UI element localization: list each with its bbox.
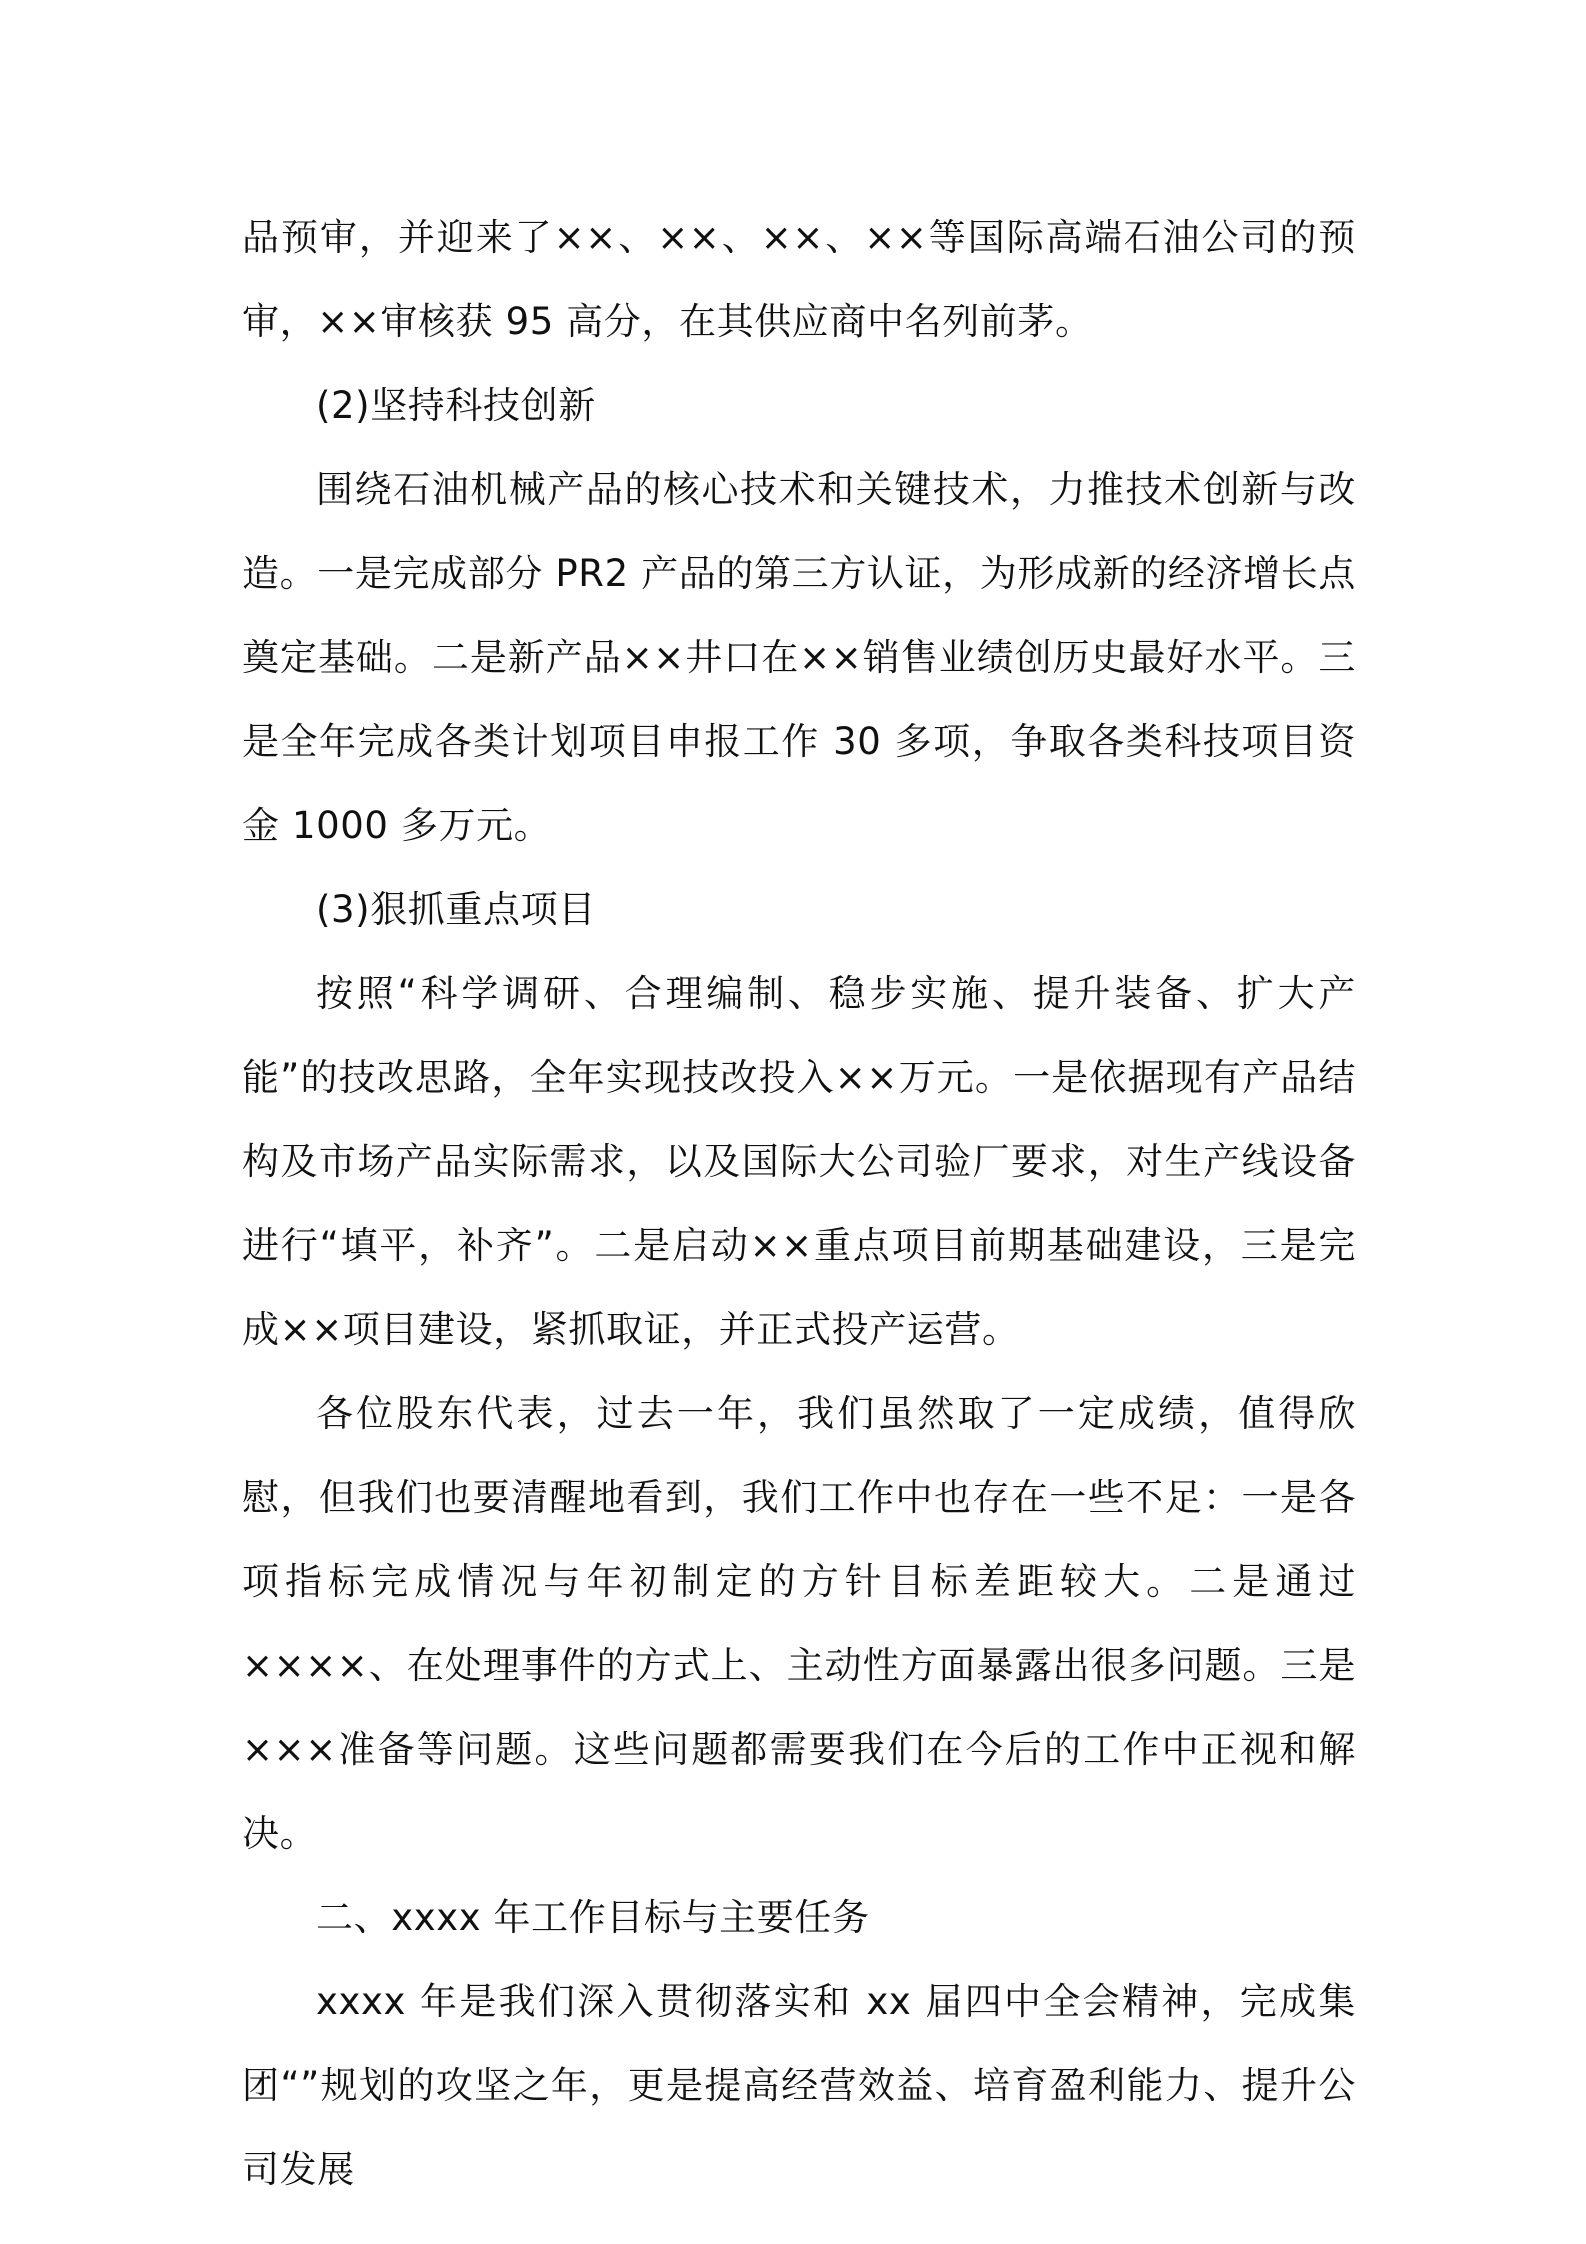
section-heading-key-projects: (3)狠抓重点项目: [316, 888, 596, 931]
paragraph-goals: xxxx 年是我们深入贯彻落实和 xx 届四中全会精神，完成集团“”规划的攻坚之年，更是提高经营效益、培育盈利能力、提升公司发展: [242, 1980, 1356, 2191]
section-heading-goals: 二、xxxx 年工作目标与主要任务: [316, 1896, 870, 1939]
section-heading-tech-innovation: (2)坚持科技创新: [316, 384, 596, 427]
document-body: [242, 196, 1356, 2212]
paragraph-tech-innovation: 围绕石油机械产品的核心技术和关键技术，力推技术创新与改造。一是完成部分 PR2 产品的第三方认证，为形成新的经济增长点奠定基础。二是新产品××井口在××销售业绩创历史最好水平。三是全年完成各类计划项目申报工作 30 多项，争取各类科技项目资金 1000 多万元。: [242, 468, 1356, 847]
paragraph-key-projects: 按照“科学调研、合理编制、稳步实施、提升装备、扩大产能”的技改思路，全年实现技改投入××万元。一是依据现有产品结构及市场产品实际需求，以及国际大公司验厂要求，对生产线设备进行“填平，补齐”。二是启动××重点项目前期基础建设，三是完成××项目建设，紧抓取证，并正式投产运营。: [242, 972, 1356, 1351]
paragraph-shortcomings: 各位股东代表，过去一年，我们虽然取了一定成绩，值得欣慰，但我们也要清醒地看到，我们工作中也存在一些不足：一是各项指标完成情况与年初制定的方针目标差距较大。二是通过××××、在处理事件的方式上、主动性方面暴露出很多问题。三是×××准备等问题。这些问题都需要我们在今后的工作中正视和解决。: [242, 1392, 1356, 1855]
paragraph-continuation: 品预审，并迎来了××、××、××、××等国际高端石油公司的预审，××审核获 95 高分，在其供应商中名列前茅。: [242, 216, 1356, 343]
